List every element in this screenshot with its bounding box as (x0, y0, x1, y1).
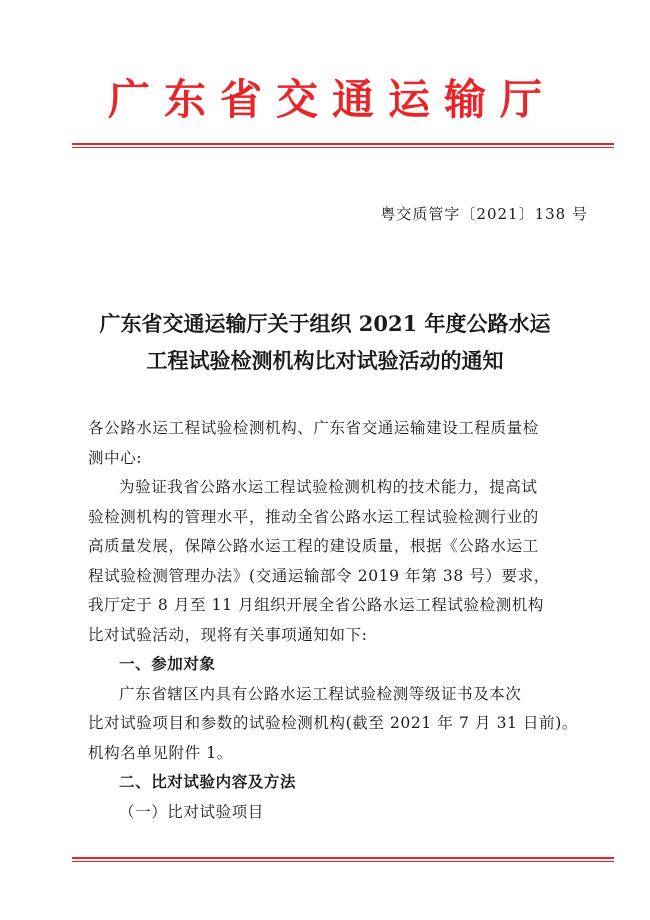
paragraph-line: 广东省辖区内具有公路水运工程试验检测等级证书及本次 (119, 684, 522, 703)
section-heading-2: 二、比对试验内容及方法 (119, 773, 297, 791)
footer-rule-thick (72, 857, 614, 859)
agency-masthead: 广东省交通运输厅 (107, 75, 556, 124)
title-line: 广东省交通运输厅关于组织 2021 年度公路水运 (99, 311, 551, 336)
masthead-rule-thick (72, 143, 614, 145)
title-line: 工程试验检测机构比对试验活动的通知 (146, 348, 504, 373)
document-body (88, 414, 588, 827)
subsection-heading: （一）比对试验项目 (119, 802, 264, 821)
paragraph-line: 为验证我省公路水运工程试验检测机构的技术能力，提高试 (119, 478, 538, 496)
paragraph-line: 高质量发展，保障公路水运工程的建设质量，根据《公路水运工 (88, 537, 539, 555)
addressee-line: 各公路水运工程试验检测机构、广东省交通运输建设工程质量检 (88, 419, 539, 437)
document-title (70, 305, 580, 379)
masthead-rule-thin (72, 147, 614, 148)
paragraph-line: 比对试验项目和参数的试验检测机构(截至 2021 年 7 月 31 日前)。 (88, 714, 578, 732)
paragraph-line: 验检测机构的管理水平，推动全省公路水运工程试验检测行业的 (88, 507, 539, 526)
addressee-line: 测中心: (88, 448, 143, 467)
paragraph-line: 比对试验活动，现将有关事项通知如下: (88, 625, 368, 644)
paragraph-line: 机构名单见附件 1。 (88, 743, 233, 762)
document-number: 粤交质管字〔2021〕138 号 (380, 205, 588, 223)
footer-rule-thin (72, 861, 614, 862)
section-heading-1: 一、参加对象 (119, 655, 216, 673)
paragraph-line: 我厅定于 8 月至 11 月组织开展全省公路水运工程试验检测机构 (88, 596, 544, 614)
paragraph-line: 程试验检测管理办法》(交通运输部令 2019 年第 38 号）要求， (88, 566, 550, 585)
